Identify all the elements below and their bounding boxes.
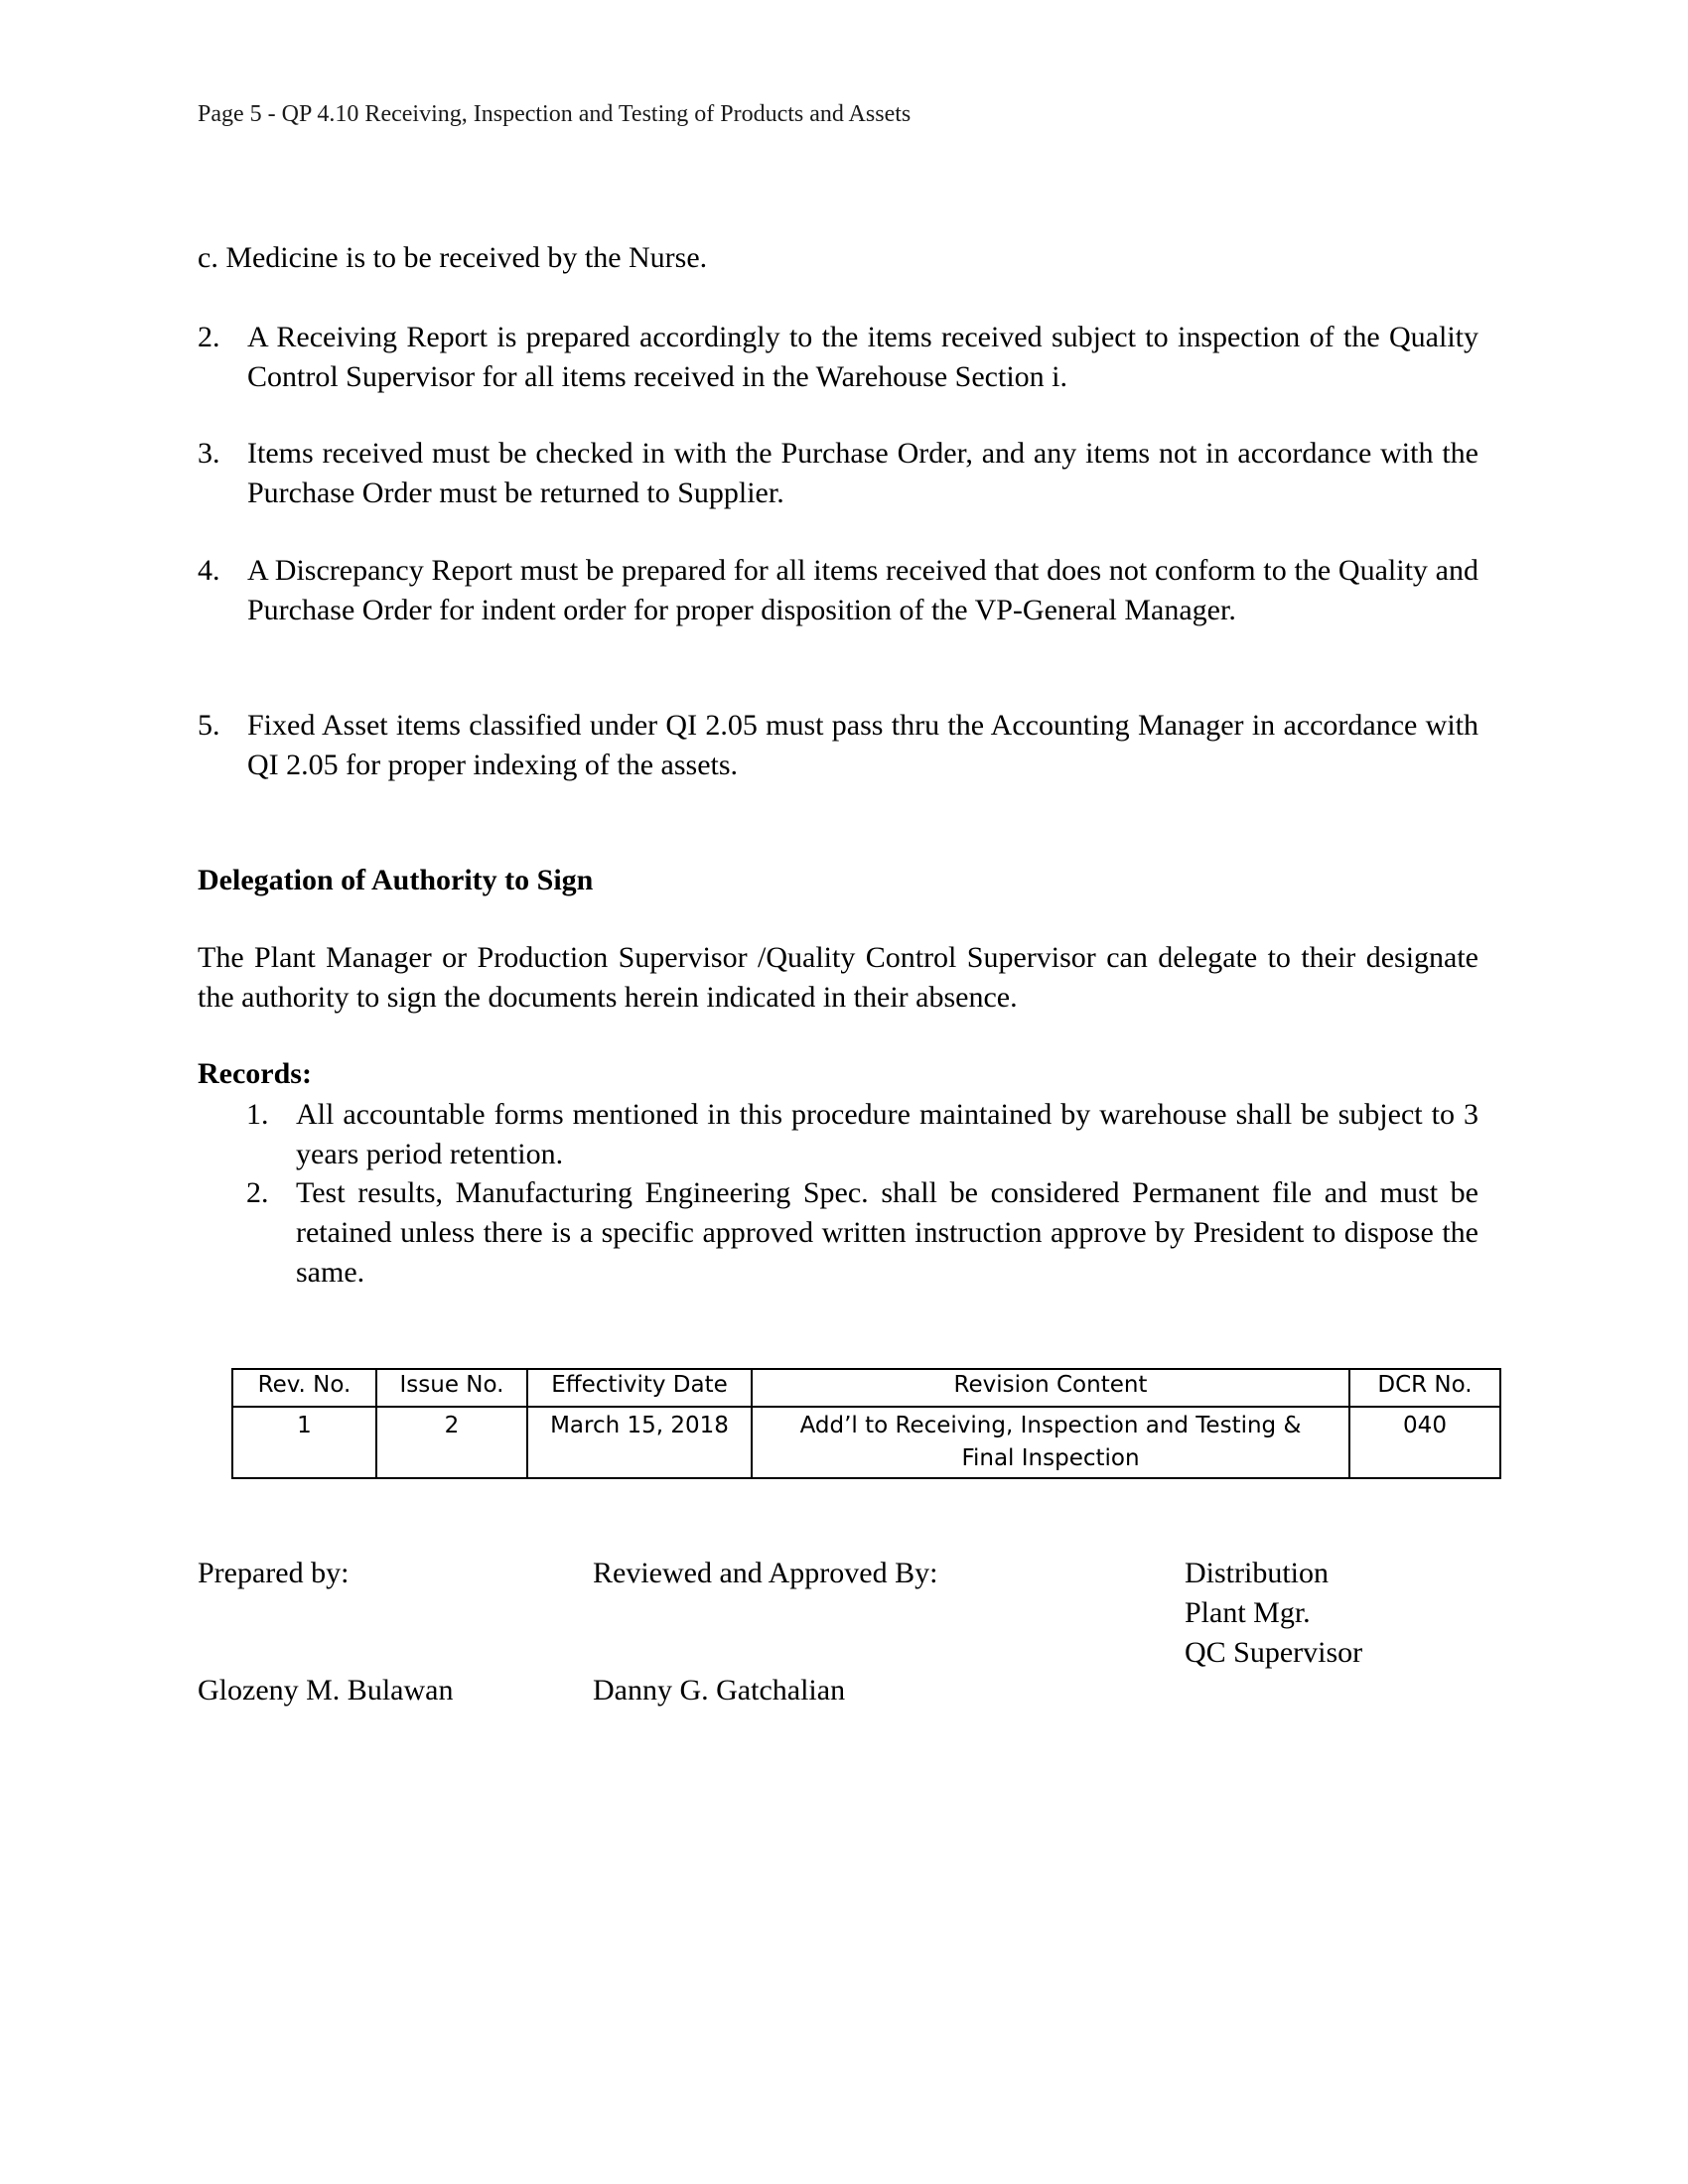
table-header-row <box>232 1369 1500 1407</box>
delegation-heading: Delegation of Authority to Sign <box>198 864 594 896</box>
cell-issue-no: 2 <box>376 1407 527 1478</box>
records-number: 1. <box>246 1098 269 1131</box>
step-number: 2. <box>198 321 220 353</box>
revision-table <box>231 1368 1501 1479</box>
step-number: 4. <box>198 554 220 587</box>
step-text: Items received must be checked in with the Purchase Order, and any items not in accordance with the Purchase Order must be returned to Supplier. <box>247 437 1478 509</box>
revision-content-line: Add’l to Receiving, Inspection and Testing & <box>799 1413 1302 1438</box>
records-text: All accountable forms mentioned in this procedure maintained by warehouse shall be subject to 3 years period retention. <box>296 1098 1478 1170</box>
distribution-item: QC Supervisor <box>1185 1636 1363 1669</box>
item-c: c. Medicine is to be received by the Nurse. <box>198 241 708 274</box>
delegation-text: The Plant Manager or Production Supervisor /Quality Control Supervisor can delegate to their designate the authority to sign the documents herein indicated in their absence. <box>198 941 1478 1014</box>
distribution-item: Plant Mgr. <box>1185 1596 1311 1629</box>
col-header-dcr-no: DCR No. <box>1349 1369 1500 1407</box>
prepared-by-label: Prepared by: <box>198 1557 350 1589</box>
step-item <box>198 318 1478 397</box>
records-item <box>246 1173 1478 1293</box>
step-number: 3. <box>198 437 220 470</box>
step-text: Fixed Asset items classified under QI 2.05 must pass thru the Accounting Manager in accordance with QI 2.05 for proper indexing of the assets. <box>247 709 1478 781</box>
step-text: A Discrepancy Report must be prepared for all items received that does not conform to the Quality and Purchase Order for indent order for proper disposition of the VP-General Manager. <box>247 554 1478 626</box>
col-header-issue-no: Issue No. <box>376 1369 527 1407</box>
records-heading: Records: <box>198 1057 312 1090</box>
reviewed-by-label: Reviewed and Approved By: <box>593 1557 938 1589</box>
cell-rev-no: 1 <box>232 1407 376 1478</box>
step-item <box>198 706 1478 785</box>
step-item <box>198 551 1478 630</box>
table-row <box>232 1407 1500 1478</box>
col-header-revision-content: Revision Content <box>752 1369 1349 1407</box>
step-text: A Receiving Report is prepared accordingly to the items received subject to inspection of the Quality Control Supervisor for all items received in the Warehouse Section i. <box>247 321 1478 393</box>
step-number: 5. <box>198 709 220 742</box>
cell-dcr-no: 040 <box>1349 1407 1500 1478</box>
records-number: 2. <box>246 1176 269 1209</box>
records-text: Test results, Manufacturing Engineering Spec. shall be considered Permanent file and must be retained unless there is a specific approved written instruction approve by President to dispose the same. <box>296 1176 1478 1289</box>
page-header: Page 5 - QP 4.10 Receiving, Inspection and Testing of Products and Assets <box>198 101 912 127</box>
step-item <box>198 434 1478 513</box>
distribution-label: Distribution <box>1185 1557 1330 1589</box>
distribution-block <box>1185 1554 1362 1673</box>
records-item <box>246 1095 1478 1174</box>
revision-content-line: Final Inspection <box>961 1445 1140 1471</box>
reviewed-by-name: Danny G. Gatchalian <box>593 1674 846 1706</box>
cell-effectivity-date: March 15, 2018 <box>527 1407 752 1478</box>
cell-revision-content <box>752 1407 1349 1478</box>
col-header-effectivity-date: Effectivity Date <box>527 1369 752 1407</box>
col-header-rev-no: Rev. No. <box>232 1369 376 1407</box>
prepared-by-name: Glozeny M. Bulawan <box>198 1674 454 1706</box>
